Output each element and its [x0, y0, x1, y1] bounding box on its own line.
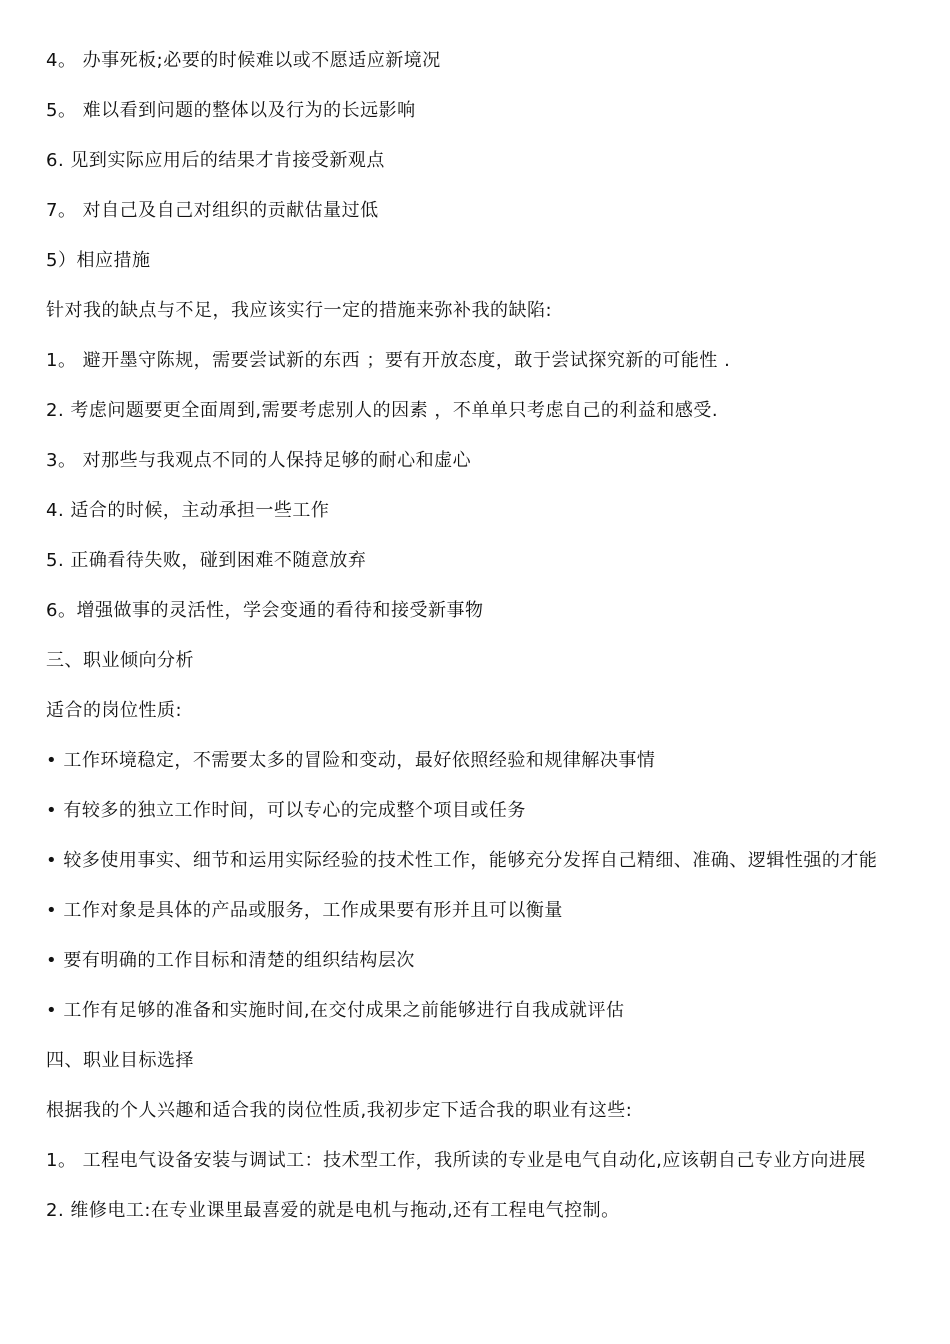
paragraph-weakness-7: 7。 对自己及自己对组织的贡献估量过低 [46, 200, 379, 221]
bullet-item-5: • 要有明确的工作目标和清楚的组织结构层次 [46, 950, 415, 971]
paragraph-measure-5: 5. 正确看待失败，碰到困难不随意放弃 [46, 550, 367, 571]
paragraph-weakness-4: 4。 办事死板;必要的时候难以或不愿适应新境况 [46, 50, 441, 71]
paragraph-measure-6: 6。增强做事的灵活性，学会变通的看待和接受新事物 [46, 600, 484, 621]
section-heading-career-tendency: 三、职业倾向分析 [46, 650, 194, 671]
bullet-item-2: • 有较多的独立工作时间，可以专心的完成整个项目或任务 [46, 800, 526, 821]
bullet-item-6: • 工作有足够的准备和实施时间,在交付成果之前能够进行自我成就评估 [46, 1000, 625, 1021]
paragraph-suitable-positions: 适合的岗位性质: [46, 700, 183, 721]
paragraph-measure-3: 3。 对那些与我观点不同的人保持足够的耐心和虚心 [46, 450, 472, 471]
section-heading-measures: 5）相应措施 [46, 250, 151, 271]
section-heading-career-goals: 四、职业目标选择 [46, 1050, 194, 1071]
paragraph-goal-2: 2. 维修电工:在专业课里最喜爱的就是电机与拖动,还有工程电气控制。 [46, 1200, 620, 1221]
document-body [46, 48, 891, 1223]
paragraph-weakness-5: 5。 难以看到问题的整体以及行为的长远影响 [46, 100, 416, 121]
paragraph-measure-2: 2. 考虑问题要更全面周到,需要考虑别人的因素 ，不单单只考虑自己的利益和感受. [46, 400, 719, 421]
paragraph-measure-4: 4. 适合的时候，主动承担一些工作 [46, 500, 330, 521]
paragraph-goal-1: 1。 工程电气设备安装与调试工：技术型工作，我所读的专业是电气自动化,应该朝自己专业方向进展 [46, 1150, 866, 1171]
paragraph-measure-1: 1。 避开墨守陈规，需要尝试新的东西 ；要有开放态度，敢于尝试探究新的可能性 . [46, 350, 731, 371]
bullet-item-1: • 工作环境稳定，不需要太多的冒险和变动，最好依照经验和规律解决事情 [46, 750, 656, 771]
bullet-item-3: • 较多使用事实、细节和运用实际经验的技术性工作，能够充分发挥自己精细、准确、逻辑性强的才能 [46, 850, 878, 871]
paragraph-weakness-6: 6. 见到实际应用后的结果才肯接受新观点 [46, 150, 385, 171]
bullet-item-4: • 工作对象是具体的产品或服务，工作成果要有形并且可以衡量 [46, 900, 563, 921]
paragraph-measures-intro: 针对我的缺点与不足，我应该实行一定的措施来弥补我的缺陷: [46, 300, 553, 321]
paragraph-goals-intro: 根据我的个人兴趣和适合我的岗位性质,我初步定下适合我的职业有这些: [46, 1100, 633, 1121]
